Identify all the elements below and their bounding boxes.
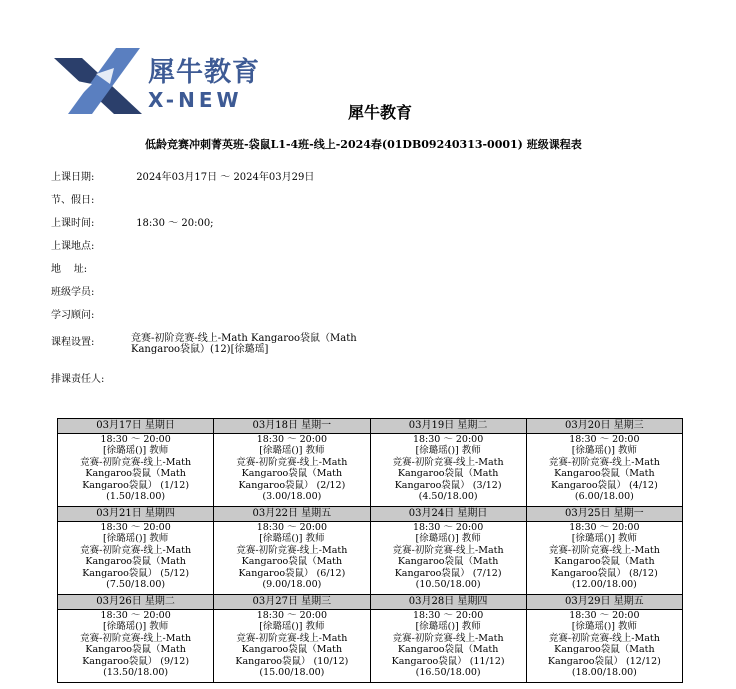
session-course1: 竞赛-初阶竞赛-线上-Math <box>80 632 192 644</box>
session-hours: (1.50/18.00) <box>106 491 166 503</box>
session-course3: Kangaroo袋鼠） (8/12) <box>550 567 658 579</box>
session-teacher: [徐璐瑶()] 教师 <box>259 533 325 545</box>
day-header: 03月21日 星期四 <box>58 507 214 522</box>
session-course1: 竞赛-初阶竞赛-线上-Math <box>236 456 348 468</box>
brand-logo <box>52 44 272 116</box>
session-hours: (18.00/18.00) <box>571 667 637 679</box>
session-course2: Kangaroo袋鼠（Math <box>85 644 186 656</box>
session-time: 18:30 ～ 20:00 <box>256 610 328 621</box>
day-header: 03月18日 星期一 <box>214 419 370 434</box>
session-course1: 竞赛-初阶竞赛-线上-Math <box>236 632 348 644</box>
day-session-cell <box>58 434 214 507</box>
session-course3: Kangaroo袋鼠） (9/12) <box>82 655 190 667</box>
day-header: 03月22日 星期五 <box>214 507 370 522</box>
session-course3: Kangaroo袋鼠） (2/12) <box>238 479 346 491</box>
session-course2: Kangaroo袋鼠（Math <box>85 556 186 568</box>
time-label: 上课时间: <box>51 218 95 229</box>
session-hours: (9.00/18.00) <box>262 579 322 591</box>
session-hours: (7.50/18.00) <box>106 579 166 591</box>
students-label: 班级学员: <box>51 287 95 298</box>
session-teacher: [徐璐瑶()] 教师 <box>259 621 325 633</box>
session-course3: Kangaroo袋鼠） (10/12) <box>235 655 349 667</box>
course-value <box>131 333 381 355</box>
date-label: 上课日期: <box>51 172 95 183</box>
session-course3: Kangaroo袋鼠） (7/12) <box>394 567 502 579</box>
day-header: 03月20日 星期三 <box>526 419 682 434</box>
session-course3: Kangaroo袋鼠） (6/12) <box>238 567 346 579</box>
session-time: 18:30 ～ 20:00 <box>412 522 484 533</box>
day-session-cell <box>526 434 682 507</box>
session-time: 18:30 ～ 20:00 <box>412 610 484 621</box>
info-place-row <box>51 237 133 252</box>
day-session-cell <box>370 434 526 507</box>
session-hours: (6.00/18.00) <box>574 491 634 503</box>
day-session-cell <box>58 610 214 683</box>
day-session-cell <box>214 610 370 683</box>
day-header: 03月29日 星期五 <box>526 595 682 610</box>
day-session-cell <box>370 610 526 683</box>
session-course1: 竞赛-初阶竞赛-线上-Math <box>80 544 192 556</box>
session-time: 18:30 ～ 20:00 <box>256 434 328 445</box>
session-course3: Kangaroo袋鼠） (4/12) <box>550 479 658 491</box>
logo-brand-cn: 犀牛教育 <box>148 57 260 88</box>
schedule-content-row <box>58 434 683 507</box>
session-teacher: [徐璐瑶()] 教师 <box>102 533 169 545</box>
session-hours: (4.50/18.00) <box>418 491 478 503</box>
day-session-cell <box>214 522 370 595</box>
session-course2: Kangaroo袋鼠（Math <box>554 468 655 480</box>
schedule-header-row <box>58 595 683 610</box>
schedule-content-row <box>58 610 683 683</box>
session-course1: 竞赛-初阶竞赛-线上-Math <box>236 544 348 556</box>
schedule-table <box>57 418 683 683</box>
session-course3: Kangaroo袋鼠） (3/12) <box>394 479 502 491</box>
course-line-1: 竞赛-初阶竞赛-线上-Math Kangaroo袋鼠（Math <box>131 333 357 344</box>
session-course2: Kangaroo袋鼠（Math <box>85 468 186 480</box>
session-hours: (3.00/18.00) <box>262 491 322 503</box>
session-course2: Kangaroo袋鼠（Math <box>397 644 499 656</box>
org-title: 犀牛教育 <box>348 103 413 122</box>
session-course2: Kangaroo袋鼠（Math <box>397 468 499 480</box>
session-time: 18:30 ～ 20:00 <box>100 522 171 533</box>
session-time: 18:30 ～ 20:00 <box>569 522 640 533</box>
session-course3: Kangaroo袋鼠） (12/12) <box>547 655 661 667</box>
session-time: 18:30 ～ 20:00 <box>100 434 171 445</box>
session-time: 18:30 ～ 20:00 <box>412 434 484 445</box>
logo-brand-en: X-NEW <box>148 88 243 112</box>
session-course2: Kangaroo袋鼠（Math <box>241 468 343 480</box>
session-course2: Kangaroo袋鼠（Math <box>241 556 343 568</box>
rhino-logo-icon <box>52 44 144 116</box>
info-students-row <box>51 283 133 298</box>
session-teacher: [徐璐瑶()] 教师 <box>571 533 638 545</box>
session-teacher: [徐璐瑶()] 教师 <box>102 445 169 457</box>
session-hours: (15.00/18.00) <box>259 667 325 679</box>
info-responsible-row <box>51 370 133 385</box>
session-course1: 竞赛-初阶竞赛-线上-Math <box>548 632 660 644</box>
place-label: 上课地点: <box>51 241 95 252</box>
session-time: 18:30 ～ 20:00 <box>569 610 640 621</box>
schedule-header-row <box>58 507 683 522</box>
info-holiday-row <box>51 191 133 206</box>
session-teacher: [徐璐瑶()] 教师 <box>571 445 638 457</box>
day-header: 03月25日 星期一 <box>526 507 682 522</box>
schedule-body <box>58 419 683 683</box>
info-address-row <box>51 260 133 275</box>
info-date-row <box>51 168 314 183</box>
session-course1: 竞赛-初阶竞赛-线上-Math <box>80 456 192 468</box>
session-teacher: [徐璐瑶()] 教师 <box>415 445 481 457</box>
schedule-content-row <box>58 522 683 595</box>
schedule-title: 低龄竞赛冲刺菁英班-袋鼠L1-4班-线上-2024春(01DB09240313-0001) 班级课程表 <box>145 138 582 151</box>
session-course1: 竞赛-初阶竞赛-线上-Math <box>548 456 660 468</box>
session-course3: Kangaroo袋鼠） (1/12) <box>82 479 190 491</box>
day-session-cell <box>526 522 682 595</box>
day-session-cell <box>214 434 370 507</box>
day-header: 03月27日 星期三 <box>214 595 370 610</box>
session-hours: (10.50/18.00) <box>415 579 481 591</box>
session-time: 18:30 ～ 20:00 <box>569 434 640 445</box>
session-course1: 竞赛-初阶竞赛-线上-Math <box>392 632 504 644</box>
session-teacher: [徐璐瑶()] 教师 <box>571 621 638 633</box>
session-course2: Kangaroo袋鼠（Math <box>554 556 655 568</box>
schedule-header-row <box>58 419 683 434</box>
session-hours: (12.00/18.00) <box>571 579 637 591</box>
session-teacher: [徐璐瑶()] 教师 <box>415 621 481 633</box>
day-header: 03月24日 星期日 <box>370 507 526 522</box>
session-course3: Kangaroo袋鼠） (5/12) <box>82 567 190 579</box>
session-time: 18:30 ～ 20:00 <box>100 610 171 621</box>
session-course1: 竞赛-初阶竞赛-线上-Math <box>548 544 660 556</box>
info-time-row <box>51 214 214 229</box>
session-time: 18:30 ～ 20:00 <box>256 522 328 533</box>
day-session-cell <box>58 522 214 595</box>
day-session-cell <box>370 522 526 595</box>
advisor-label: 学习顾问: <box>51 310 95 321</box>
day-header: 03月19日 星期二 <box>370 419 526 434</box>
day-header: 03月17日 星期日 <box>58 419 214 434</box>
session-course2: Kangaroo袋鼠（Math <box>397 556 499 568</box>
session-course3: Kangaroo袋鼠） (11/12) <box>391 655 505 667</box>
day-header: 03月26日 星期二 <box>58 595 214 610</box>
day-header: 03月28日 星期四 <box>370 595 526 610</box>
time-value: 18:30 ～ 20:00; <box>136 218 214 229</box>
session-hours: (13.50/18.00) <box>103 667 169 679</box>
address-label: 地 址: <box>51 264 88 275</box>
session-course1: 竞赛-初阶竞赛-线上-Math <box>392 544 504 556</box>
session-course2: Kangaroo袋鼠（Math <box>554 644 655 656</box>
info-advisor-row <box>51 306 133 321</box>
session-teacher: [徐璐瑶()] 教师 <box>259 445 325 457</box>
session-course2: Kangaroo袋鼠（Math <box>241 644 343 656</box>
responsible-label: 排课责任人: <box>51 374 105 385</box>
holiday-label: 节、假日: <box>51 195 95 206</box>
session-teacher: [徐璐瑶()] 教师 <box>415 533 481 545</box>
course-line-2: Kangaroo袋鼠）(12)[徐璐瑶] <box>131 344 269 355</box>
session-teacher: [徐璐瑶()] 教师 <box>102 621 169 633</box>
course-label: 课程设置: <box>51 337 95 348</box>
info-course-row <box>51 333 133 348</box>
session-course1: 竞赛-初阶竞赛-线上-Math <box>392 456 504 468</box>
date-value: 2024年03月17日 ～ 2024年03月29日 <box>136 172 315 183</box>
session-hours: (16.50/18.00) <box>415 667 481 679</box>
day-session-cell <box>526 610 682 683</box>
